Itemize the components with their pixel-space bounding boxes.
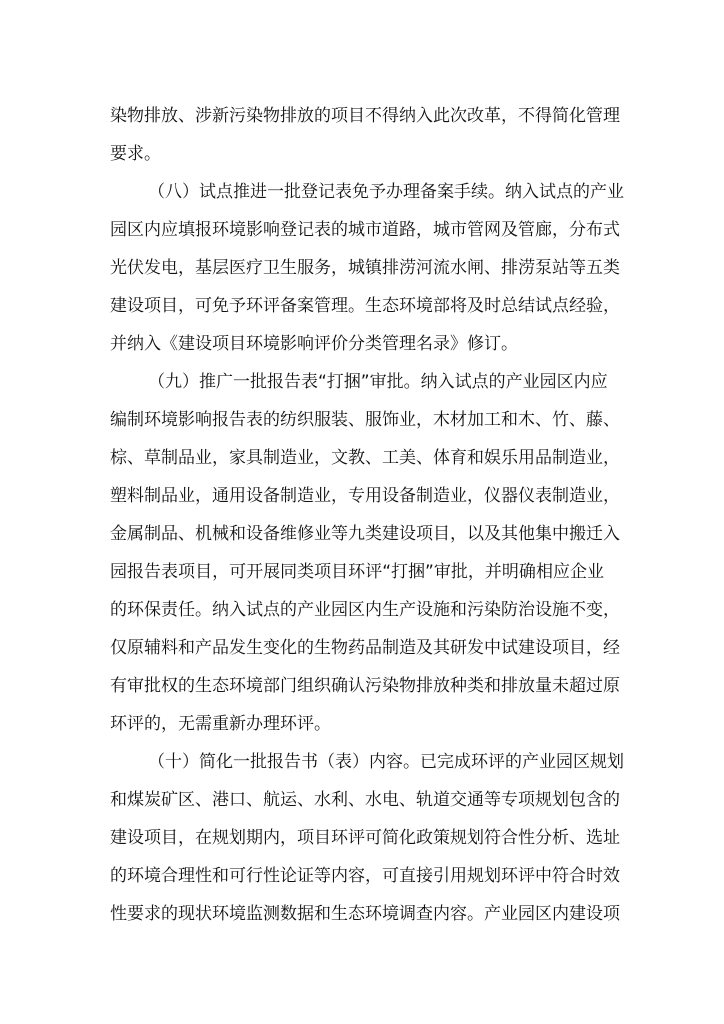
text-line: 编制环境影响报告表的纺织服装、服饰业，木材加工和木、竹、藤、	[110, 410, 620, 430]
paragraph-heading-line: （十）简化一批报告书（表）内容。已完成环评的产业园区规划	[148, 752, 624, 772]
text-line: 建设项目，在规划期内，项目环评可简化政策规划符合性分析、选址	[110, 828, 620, 848]
text-line: 建设项目，可免予环评备案管理。生态环境部将及时总结试点经验，	[110, 296, 620, 316]
text-line: 仅原辅料和产品发生变化的生物药品制造及其研发中试建设项目，经	[110, 638, 620, 658]
text-line: 要求。	[110, 144, 161, 164]
text-line: 园报告表项目，可开展同类项目环评“打捆”审批，并明确相应企业	[110, 562, 604, 582]
text-line: 的环境合理性和可行性论证等内容，可直接引用规划环评中符合时效	[110, 866, 620, 886]
text-line: 园区内应填报环境影响登记表的城市道路，城市管网及管廊，分布式	[110, 220, 620, 240]
paragraph-heading-line: （九）推广一批报告表“打捆”审批。纳入试点的产业园区内应	[148, 372, 608, 392]
text-line: 金属制品、机械和设备维修业等九类建设项目，以及其他集中搬迁入	[110, 524, 620, 544]
text-line: 的环保责任。纳入试点的产业园区内生产设施和污染防治设施不变，	[110, 600, 620, 620]
text-line: 棕、草制品业，家具制造业，文教、工美、体育和娱乐用品制造业，	[110, 448, 620, 468]
text-line: 塑料制品业，通用设备制造业，专用设备制造业，仪器仪表制造业，	[110, 486, 620, 506]
text-line: 和煤炭矿区、港口、航运、水利、水电、轨道交通等专项规划包含的	[110, 790, 620, 810]
text-line: 环评的，无需重新办理环评。	[110, 714, 331, 734]
text-line: 性要求的现状环境监测数据和生态环境调查内容。产业园区内建设项	[110, 904, 620, 924]
text-line: 染物排放、涉新污染物排放的项目不得纳入此次改革，不得简化管理	[110, 106, 620, 126]
paragraph-heading-line: （八）试点推进一批登记表免予办理备案手续。纳入试点的产业	[148, 182, 624, 202]
text-line: 光伏发电，基层医疗卫生服务，城镇排涝河流水闸、排涝泵站等五类	[110, 258, 620, 278]
text-line: 有审批权的生态环境部门组织确认污染物排放种类和排放量未超过原	[110, 676, 620, 696]
text-line: 并纳入《建设项目环境影响评价分类管理名录》修订。	[110, 334, 518, 354]
